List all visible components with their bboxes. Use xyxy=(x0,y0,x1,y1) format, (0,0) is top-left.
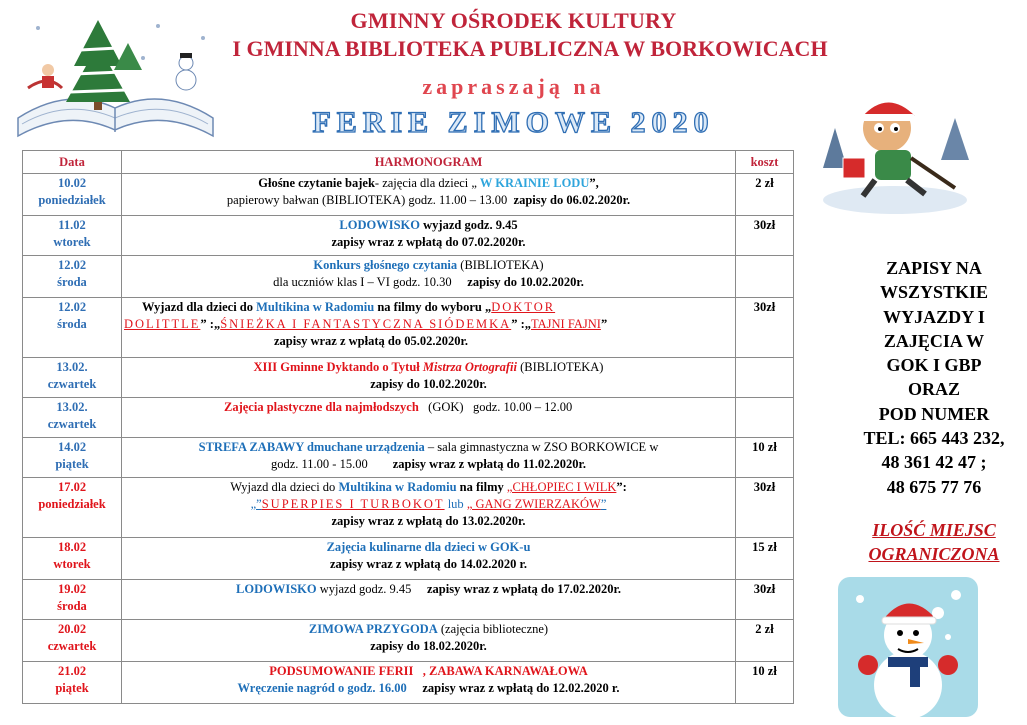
date-value: 13.02. xyxy=(56,360,88,374)
header-cost: koszt xyxy=(736,151,794,174)
header-schedule: HARMONOGRAM xyxy=(122,151,736,174)
desc-text: ”, xyxy=(589,176,599,190)
description-cell xyxy=(122,174,736,216)
day-value: poniedziałek xyxy=(38,497,106,511)
date-value: 19.02 xyxy=(57,582,87,596)
title-line-2: I GMINNA BIBLIOTEKA PUBLICZNA W BORKOWICACH xyxy=(232,36,828,61)
desc-text: zapisy wraz z wpłatą do 05.02.2020r. xyxy=(274,334,468,348)
table-header-row xyxy=(23,151,794,174)
schedule-table xyxy=(22,150,794,704)
limited-places-notice xyxy=(838,518,1027,566)
desc-text: - zajęcia dla dzieci „ xyxy=(374,176,477,190)
day-value: czwartek xyxy=(47,377,97,391)
desc-highlight: Multikina w Radomiu xyxy=(256,300,375,314)
desc-text: ” xyxy=(600,497,607,511)
desc-highlight: , ZABAWA KARNAWAŁOWA xyxy=(413,664,588,678)
description-cell xyxy=(122,438,736,478)
table-row xyxy=(23,216,794,256)
info-line: ZAPISY NA xyxy=(886,258,982,278)
movie-title: „CHŁOPIEC I WILK xyxy=(506,480,617,494)
cost-cell xyxy=(736,358,794,398)
date-cell xyxy=(23,538,122,580)
cost-cell: 30zł xyxy=(736,216,794,256)
cost-cell: 30zł xyxy=(736,478,794,538)
desc-text: wyjazd godz. 9.45 xyxy=(316,582,412,596)
date-value: 12.02 xyxy=(57,258,87,272)
desc-text: zapisy wraz z wpłatą do 12.02.2020 r. xyxy=(422,681,620,695)
day-value: poniedziałek xyxy=(38,193,106,207)
day-value: środa xyxy=(57,275,87,289)
desc-text: ” xyxy=(600,317,608,331)
cost-cell: 30zł xyxy=(736,298,794,358)
date-value: 21.02 xyxy=(57,664,87,678)
desc-text: zapisy wraz z wpłatą do 17.02.2020r. xyxy=(427,582,621,596)
date-cell xyxy=(23,398,122,438)
info-line: GOK I GBP xyxy=(886,355,982,376)
table-row xyxy=(23,174,794,216)
desc-text: Wyjazd dla dzieci do xyxy=(142,300,257,314)
day-value: czwartek xyxy=(47,639,97,653)
desc-text: (BIBLIOTEKA) xyxy=(457,258,544,272)
desc-highlight: Zajęcia plastyczne dla najmłodszych xyxy=(224,400,419,414)
description-cell xyxy=(122,580,736,620)
desc-text: – sala gimnastyczna w ZSO BORKOWICE w xyxy=(424,440,659,454)
table-row xyxy=(23,662,794,704)
description-cell xyxy=(122,298,736,358)
desc-text: ”: xyxy=(616,480,627,494)
cost-cell: 15 zł xyxy=(736,538,794,580)
day-value: czwartek xyxy=(47,417,97,431)
table-row xyxy=(23,438,794,478)
date-value: 18.02 xyxy=(57,540,87,554)
info-line: ORAZ xyxy=(907,379,960,400)
movie-title: SUPERPIES I TURBOKOT xyxy=(261,497,445,511)
desc-text: zapisy wraz z wpłatą do 14.02.2020 r. xyxy=(329,557,528,571)
snowman-illustration xyxy=(838,577,978,717)
desc-highlight: LODOWISKO xyxy=(236,582,317,596)
date-cell xyxy=(23,256,122,298)
desc-text: zapisy do 18.02.2020r. xyxy=(370,639,487,653)
date-cell xyxy=(23,662,122,704)
notice-line: ILOŚĆ MIEJSC xyxy=(872,520,996,540)
description-cell xyxy=(122,538,736,580)
day-value: piątek xyxy=(55,681,89,695)
desc-text: na filmy do wyboru „ xyxy=(374,300,492,314)
table-row xyxy=(23,620,794,662)
desc-highlight: STREFA ZABAWY dmuchane urządzenia xyxy=(198,440,425,454)
info-line: WSZYSTKIE xyxy=(879,282,989,303)
phone-line: TEL: 665 443 232, xyxy=(863,428,1005,449)
desc-highlight: Mistrza Ortografii xyxy=(422,360,518,374)
title-line-1: GMINNY OŚRODEK KULTURY xyxy=(350,8,677,33)
registration-info xyxy=(838,256,1027,499)
desc-text: lub xyxy=(444,497,467,511)
desc-text: Głośne czytanie bajek xyxy=(258,176,375,190)
date-cell xyxy=(23,216,122,256)
date-cell xyxy=(23,620,122,662)
desc-text: godz. 11.00 - 15.00 xyxy=(270,457,368,471)
desc-highlight: XIII Gminne Dyktando o Tytuł xyxy=(253,360,423,374)
info-line: POD NUMER xyxy=(878,403,990,424)
date-value: 13.02. xyxy=(56,400,88,414)
desc-text: zapisy do 10.02.2020r. xyxy=(467,275,584,289)
desc-text: (BIBLIOTEKA) xyxy=(517,360,604,374)
desc-text: zapisy wraz z wpłatą do 11.02.2020r. xyxy=(392,457,587,471)
desc-text: Wyjazd dla dzieci do xyxy=(230,480,339,494)
subtitle: zapraszają na xyxy=(422,74,605,99)
desc-highlight: LODOWISKO xyxy=(339,218,420,232)
movie-title: ŚNIEŻKA I FANTASTYCZNA SIÓDEMKA xyxy=(220,317,512,331)
description-cell xyxy=(122,662,736,704)
date-cell xyxy=(23,358,122,398)
desc-highlight: Multikina w Radomiu xyxy=(338,480,457,494)
desc-highlight: PODSUMOWANIE FERII xyxy=(269,664,414,678)
date-value: 10.02 xyxy=(57,176,87,190)
desc-text: na filmy xyxy=(456,480,507,494)
date-value: 12.02 xyxy=(57,300,87,314)
description-cell xyxy=(122,216,736,256)
date-cell xyxy=(23,298,122,358)
cost-cell: 2 zł xyxy=(736,620,794,662)
day-value: środa xyxy=(57,599,87,613)
day-value: wtorek xyxy=(53,235,91,249)
movie-title: DOLITTLE xyxy=(124,317,201,331)
cost-cell: 10 zł xyxy=(736,662,794,704)
desc-text: ” :„ xyxy=(511,317,531,331)
movie-title: DOKTOR xyxy=(491,300,556,314)
movie-title: TAJNI FAJNI xyxy=(530,317,601,331)
desc-highlight: ZIMOWA PRZYGODA xyxy=(308,622,438,636)
desc-highlight: Konkurs głośnego czytania xyxy=(313,258,458,272)
movie-title: „ GANG ZWIERZAKÓW xyxy=(466,497,601,511)
description-cell xyxy=(122,620,736,662)
date-cell xyxy=(23,438,122,478)
info-line: ZAJĘCIA W xyxy=(883,330,985,351)
desc-text: ” :„ xyxy=(200,317,221,331)
day-value: piątek xyxy=(55,457,89,471)
table-row xyxy=(23,256,794,298)
table-row xyxy=(23,580,794,620)
date-value: 11.02 xyxy=(58,218,86,232)
cost-cell: 30zł xyxy=(736,580,794,620)
day-value: środa xyxy=(57,317,87,331)
desc-text: papierowy bałwan (BIBLIOTEKA) godz. 11.00 – 13.00 xyxy=(226,193,508,207)
cost-cell: 10 zł xyxy=(736,438,794,478)
cost-cell xyxy=(736,256,794,298)
table-row xyxy=(23,538,794,580)
day-value: wtorek xyxy=(53,557,91,571)
header-date: Data xyxy=(23,151,122,174)
description-cell xyxy=(122,398,736,438)
table-row xyxy=(23,478,794,538)
table-row xyxy=(23,358,794,398)
desc-highlight: Zajęcia kulinarne dla dzieci w GOK-u xyxy=(326,540,531,554)
notice-line: OGRANICZONA xyxy=(868,544,1000,564)
phone-line: 48 675 77 76 xyxy=(886,476,982,497)
date-cell xyxy=(23,580,122,620)
desc-text: zapisy wraz z wpłatą do 13.02.2020r. xyxy=(331,514,526,528)
event-title: FERIE ZIMOWE 2020 xyxy=(312,106,715,139)
desc-text: „” xyxy=(250,497,262,511)
date-value: 14.02 xyxy=(57,440,87,454)
desc-text: (GOK) godz. 10.00 – 12.00 xyxy=(418,400,573,414)
desc-highlight: Wręczenie nagród o godz. 16.00 xyxy=(237,681,407,695)
table-row xyxy=(23,298,794,358)
description-cell xyxy=(122,478,736,538)
description-cell xyxy=(122,358,736,398)
desc-text: (zajęcia biblioteczne) xyxy=(437,622,549,636)
desc-text: zapisy do 06.02.2020r. xyxy=(513,193,631,207)
cost-cell xyxy=(736,398,794,438)
desc-text: zapisy wraz z wpłatą do 07.02.2020r. xyxy=(331,235,526,249)
desc-text: wyjazd godz. 9.45 xyxy=(420,218,518,232)
date-value: 17.02 xyxy=(57,480,87,494)
date-value: 20.02 xyxy=(57,622,87,636)
desc-highlight: W KRAINIE LODU xyxy=(476,176,590,190)
date-cell xyxy=(23,174,122,216)
cost-cell: 2 zł xyxy=(736,174,794,216)
description-cell xyxy=(122,256,736,298)
desc-text: zapisy do 10.02.2020r. xyxy=(370,377,487,391)
info-line: WYJAZDY I xyxy=(883,306,985,327)
date-cell xyxy=(23,478,122,538)
phone-line: 48 361 42 47 ; xyxy=(881,452,987,473)
table-row xyxy=(23,398,794,438)
desc-text: dla uczniów klas I – VI godz. 10.30 xyxy=(273,275,452,289)
